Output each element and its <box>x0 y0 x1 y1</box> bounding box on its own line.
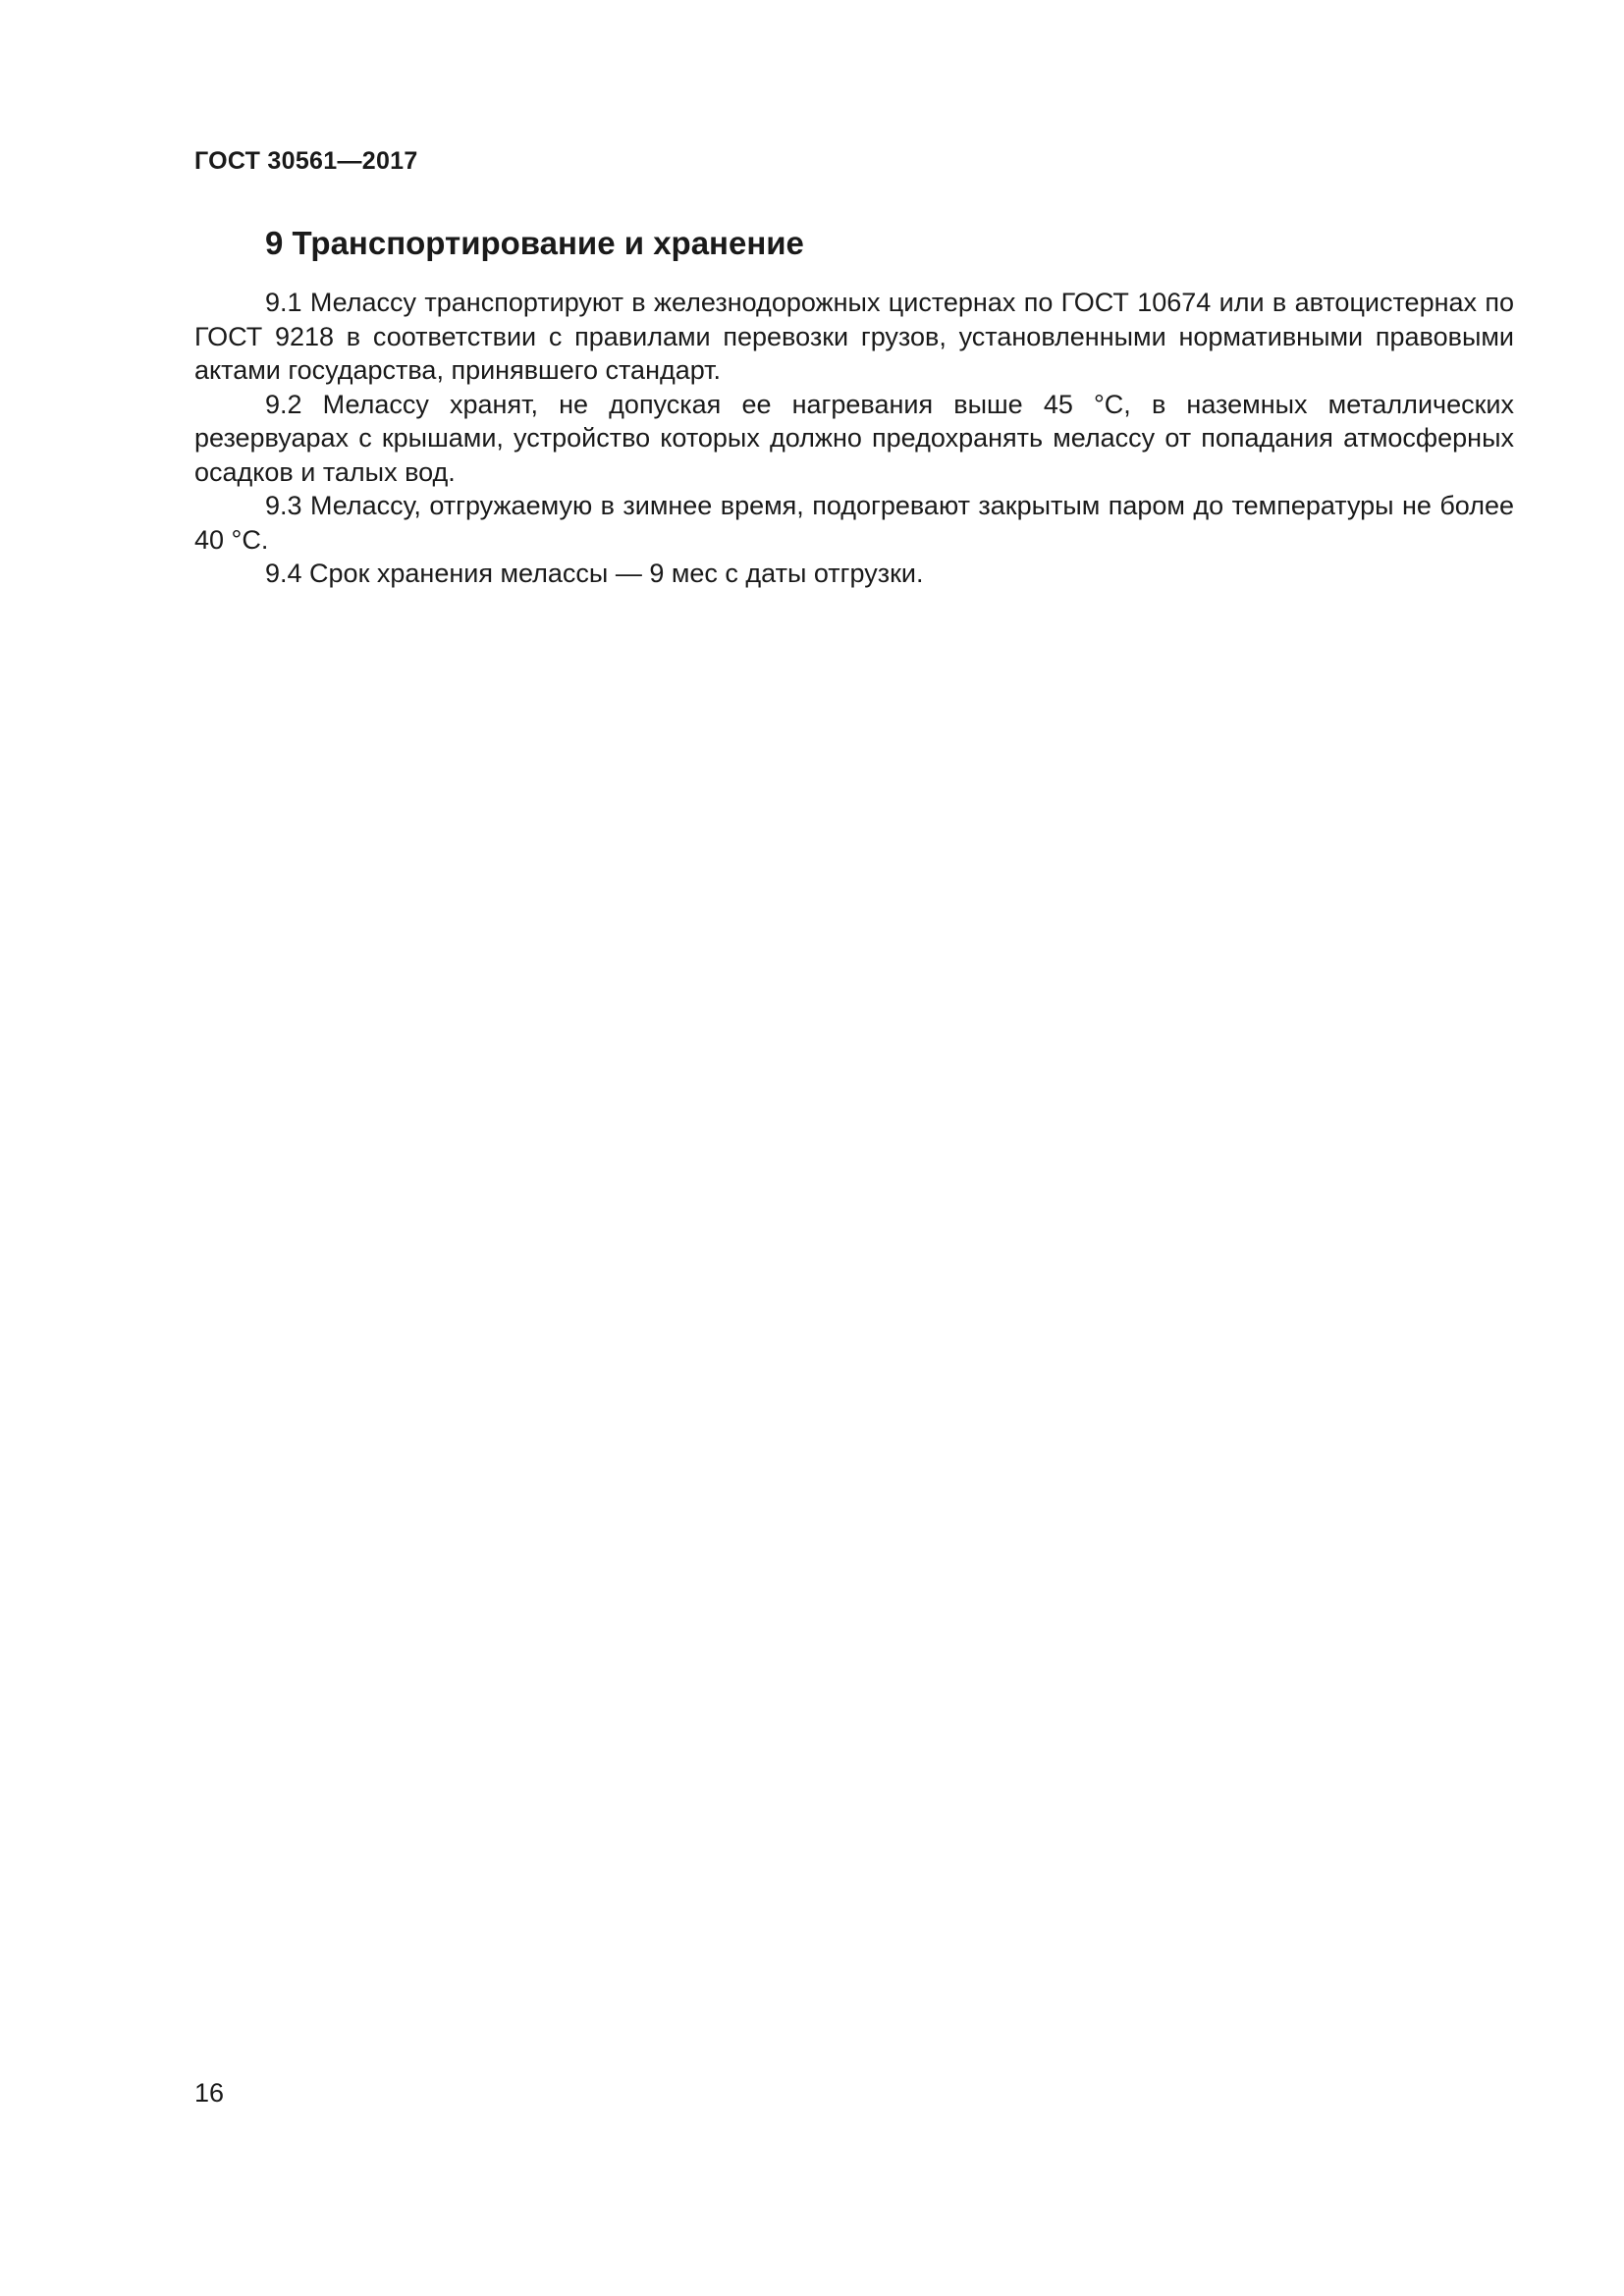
section-body <box>194 286 1514 591</box>
page-number: 16 <box>194 2078 225 2108</box>
section-title: 9 Транспортирование и хранение <box>265 225 804 261</box>
paragraph-9-1: 9.1 Мелассу транспортируют в железнодорожных цистернах по ГОСТ 10674 или в автоцистернах по ГОСТ 9218 в соответствии с правилами перевозки грузов, установленными нормативными правовыми актами государства, принявшего стандарт. <box>194 288 1514 385</box>
document-header: ГОСТ 30561—2017 <box>194 147 418 175</box>
paragraph-9-2: 9.2 Мелассу хранят, не допуская ее нагревания выше 45 °С, в наземных металлических резервуарах с крышами, устройство которых должно предохранять мелассу от попадания атмосферных осадков и талых вод. <box>194 389 1514 487</box>
paragraph-9-3: 9.3 Мелассу, отгружаемую в зимнее время, подогревают закрытым паром до температуры не более 40 °С. <box>194 491 1514 555</box>
paragraph-9-4: 9.4 Срок хранения мелассы — 9 мес с даты отгрузки. <box>265 559 924 588</box>
